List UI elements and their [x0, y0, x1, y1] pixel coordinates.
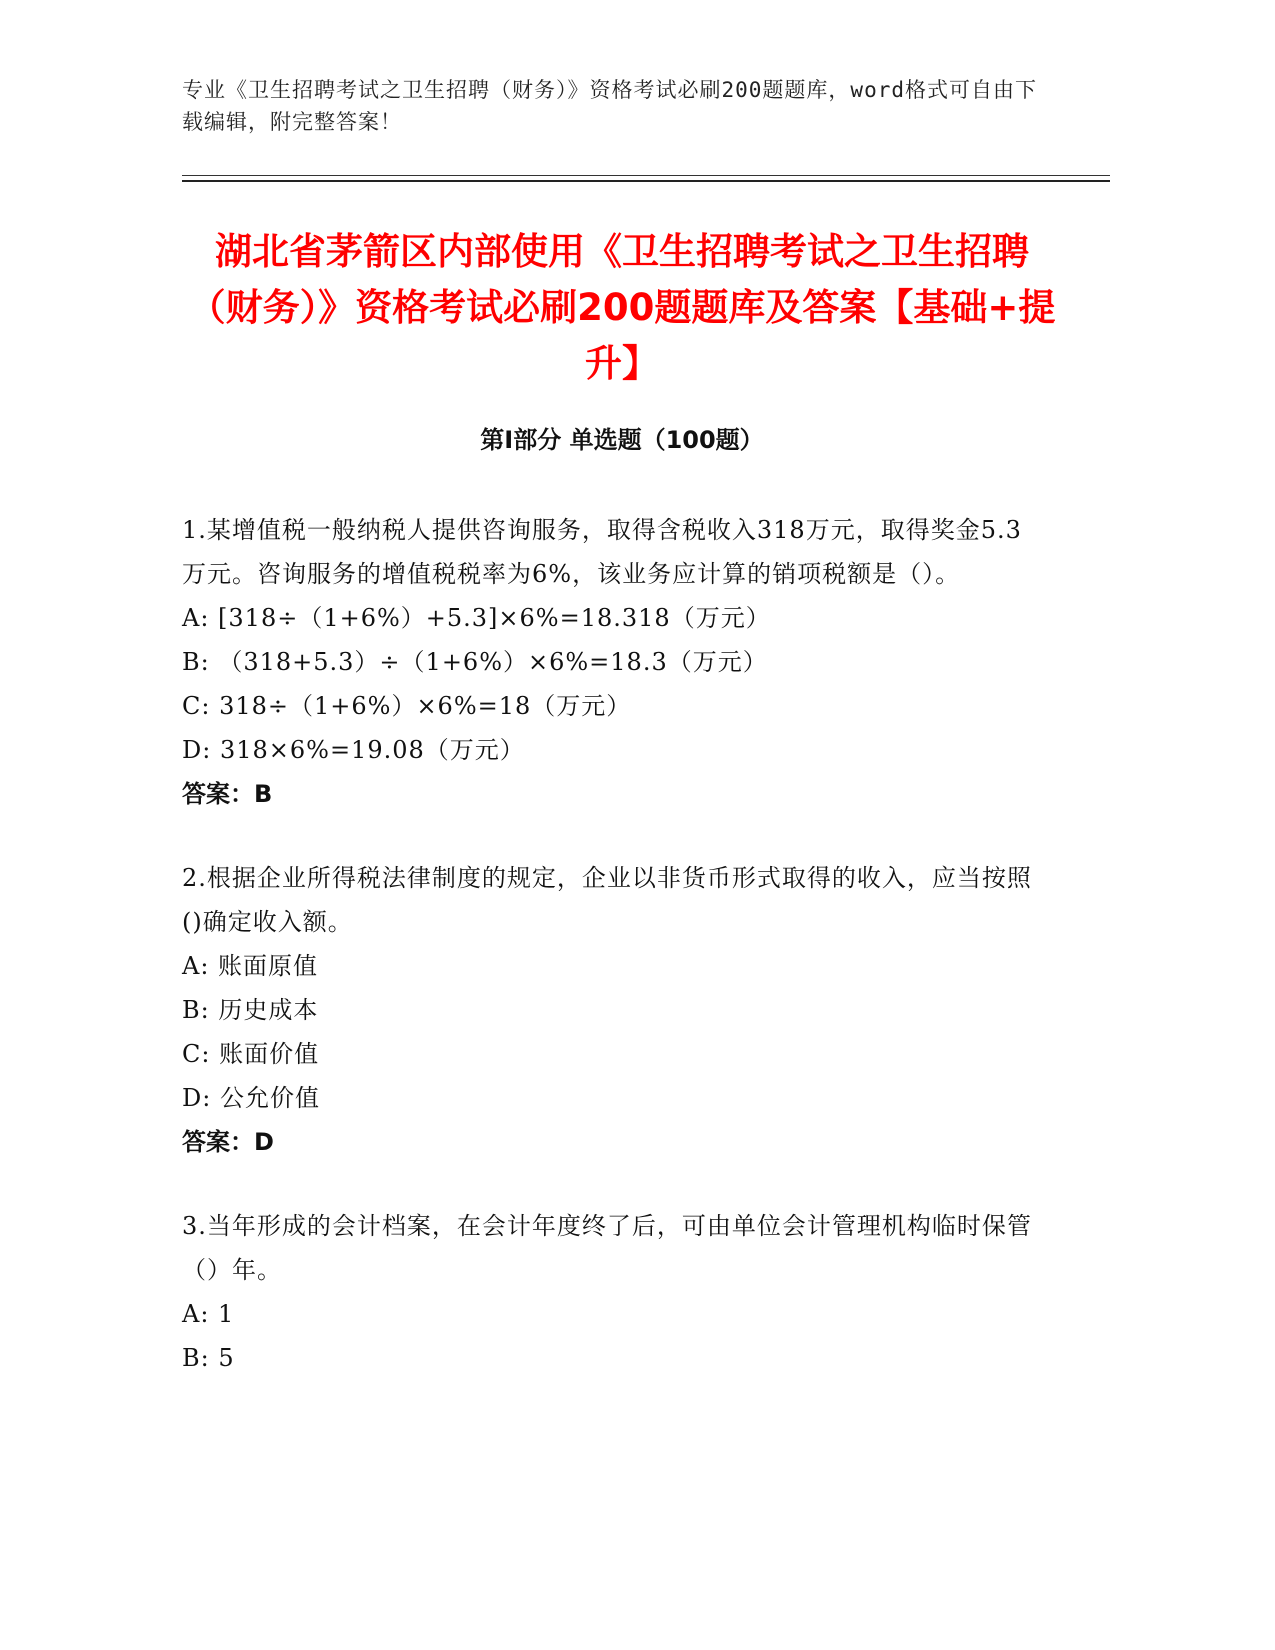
- option-d: D: 公允价值: [182, 1084, 320, 1112]
- question-text: 2.根据企业所得税法律制度的规定，企业以非货币形式取得的收入，应当按照()确定收入额。: [182, 864, 1032, 936]
- document-title: 湖北省茅箭区内部使用《卫生招聘考试之卫生招聘（财务）》资格考试必刷200题题库及答案【基础+提升】: [188, 230, 1056, 385]
- option-d: D: 318×6%=19.08（万元）: [182, 736, 525, 764]
- question-1: [182, 508, 1042, 816]
- question-list: [182, 508, 1042, 1420]
- option-c: C: 账面价值: [182, 1040, 320, 1068]
- question-3: [182, 1204, 1042, 1380]
- question-text: 3.当年形成的会计档案，在会计年度终了后，可由单位会计管理机构临时保管（）年。: [182, 1212, 1032, 1284]
- option-a: A: [318÷（1+6%）+5.3]×6%=18.318（万元）: [182, 604, 771, 632]
- option-b: B: 5: [182, 1344, 235, 1372]
- option-a: A: 账面原值: [182, 952, 319, 980]
- option-a: A: 1: [182, 1300, 235, 1328]
- question-text: 1.某增值税一般纳税人提供咨询服务，取得含税收入318万元，取得奖金5.3万元。咨询服务的增值税税率为6%，该业务应计算的销项税额是（）。: [182, 516, 1022, 588]
- option-c: C: 318÷（1+6%）×6%=18（万元）: [182, 692, 632, 720]
- answer-line: 答案：B: [182, 780, 273, 808]
- option-b: B: 历史成本: [182, 996, 319, 1024]
- option-b: B: （318+5.3）÷（1+6%）×6%=18.3（万元）: [182, 648, 768, 676]
- answer-line: 答案：D: [182, 1128, 274, 1156]
- question-2: [182, 856, 1042, 1164]
- header-divider-thin: [182, 175, 1110, 176]
- header-note: 专业《卫生招聘考试之卫生招聘（财务）》资格考试必刷200题题库，word格式可自由下载编辑，附完整答案！: [182, 78, 1037, 134]
- section-heading: 第Ⅰ部分 单选题（100题）: [480, 426, 764, 454]
- header-divider-thick: [182, 180, 1110, 182]
